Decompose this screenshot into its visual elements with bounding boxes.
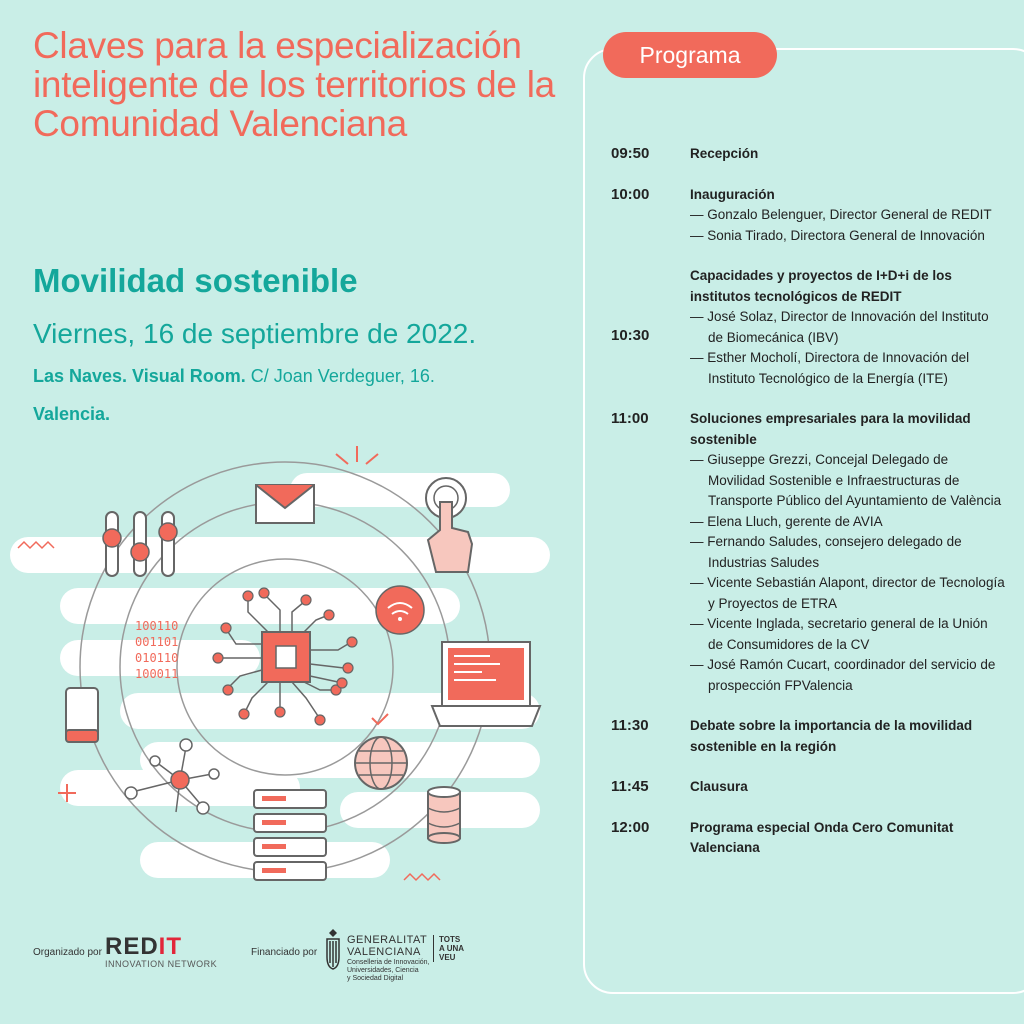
database-icon [428,787,460,843]
generalitat-name-line: VALENCIANA [347,946,421,958]
speaker: — José Solaz, Director de Innovación del Instituto de Biomecánica (IBV) [690,309,989,345]
event-date: Viernes, 16 de septiembre de 2022. [33,318,477,349]
event-subtitle: Movilidad sostenible [33,262,358,299]
schedule-time: 10:30 [611,327,650,344]
funded-by-label: Financiado por [251,947,318,958]
globe-icon [355,737,407,789]
technology-illustration [0,440,580,920]
schedule-title: Clausura [690,779,748,794]
tots-a-una-veu-logo [433,935,464,962]
envelope-icon [256,485,314,523]
schedule-time: 11:00 [611,410,649,427]
speaker: — Sonia Tirado, Directora General de Innovación [690,227,985,243]
speaker: — Gonzalo Belenguer, Director General de REDIT [690,207,992,222]
venue-name: Las Naves. Visual Room. [33,366,246,386]
tots-line: VEU [439,953,456,962]
schedule-title: Recepción [690,146,759,161]
binary-line: 001101 [135,635,179,649]
speaker: — Vicente Sebastián Alapont, director de Tecnología y Proyectos de ETRA [690,575,1005,611]
redit-logo [105,933,182,961]
redit-logo-main: RED [105,933,159,960]
schedule-time: 09:50 [611,145,650,162]
schedule-time: 12:00 [611,818,650,836]
redit-tagline: INNOVATION NETWORK [105,959,218,969]
wifi-icon [376,586,424,634]
conselleria-name [347,959,430,983]
schedule-item [611,185,1006,247]
slider-controls-icon [103,512,177,576]
smartphone-icon [66,688,98,742]
schedule-item [611,716,1006,757]
zigzag-right-icon [404,874,440,880]
schedule-item [611,409,1006,696]
conselleria-line: Universidades, Ciencia [347,967,419,974]
event-title: Claves para la especialización inteligente de los territorios de la Comunidad Valenciana [33,25,555,144]
schedule-item [611,266,1006,389]
sponsors-footer [33,925,563,995]
redit-logo-accent: IT [158,933,182,960]
schedule-item [611,144,1006,165]
generalitat-crest-icon [324,927,342,971]
schedule-item [611,777,1006,798]
schedule-title: Debate sobre la importancia de la movilidad sostenible en la región [690,718,973,754]
schedule-time: 11:45 [611,778,649,795]
laptop-icon [432,642,540,726]
schedule-time: 11:30 [611,717,649,734]
speaker: — Giuseppe Grezzi, Concejal Delegado de Movilidad Sostenible e Infraestructuras de Transporte Público del Ayuntamiento de València [690,452,1002,508]
event-venue [33,366,435,387]
spark-icon [336,446,378,464]
speaker: — Vicente Inglada, secretario general de la Unión de Consumidores de la CV [690,616,988,652]
organized-by-label: Organizado por [33,947,102,958]
venue-address: C/ Joan Verdeguer, 16. [245,366,435,386]
speaker: — Esther Mocholí, Directora de Innovación del Instituto Tecnológico de la Energía (ITE) [690,350,970,386]
binary-line: 100011 [135,667,179,681]
conselleria-line: y Sociedad Digital [347,975,404,982]
schedule-title: Inauguración [690,186,775,202]
generalitat-name [347,934,427,958]
schedule-time: 10:00 [611,185,650,203]
binary-line: 010110 [135,651,179,665]
speaker: — Elena Lluch, gerente de AVIA [690,513,883,529]
schedule-title: Capacidades y proyectos de I+D+i de los institutos tecnológicos de REDIT [690,268,952,304]
schedule-item [611,818,1006,859]
binary-line: 100110 [135,619,179,633]
schedule-title: Soluciones empresariales para la movilidad sostenible [690,411,971,447]
tots-line: A UNA [439,944,465,953]
server-stack-icon [254,790,326,880]
tots-line: TOTS [439,935,461,944]
schedule-title: Programa especial Onda Cero Comunitat Valenciana [690,819,954,855]
program-heading: Programa [603,32,777,78]
conselleria-line: Conselleria de Innovación, [347,959,430,966]
program-schedule [611,144,1006,879]
speaker: — Fernando Saludes, consejero delegado de Industrias Saludes [690,534,962,570]
event-city: Valencia. [33,404,111,424]
generalitat-name-line: GENERALITAT [347,934,428,946]
speaker: — José Ramón Cucart, coordinador del servicio de prospección FPValencia [690,657,996,693]
